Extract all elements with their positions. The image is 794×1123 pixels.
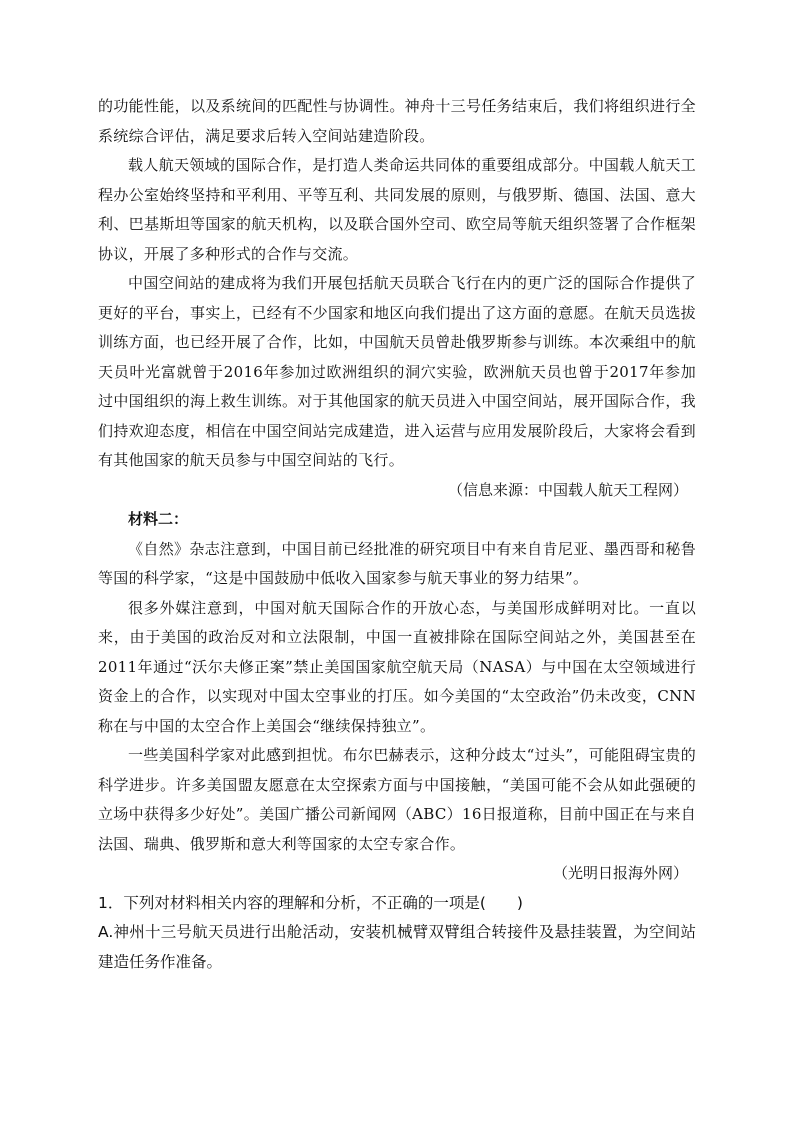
material-one-source: （信息来源：中国载人航天工程网） <box>447 480 688 499</box>
document-page <box>98 92 696 977</box>
material-two-source: （光明日报海外网） <box>552 864 688 882</box>
material-one-paragraph-2: 载人航天领域的国际合作，是打造人类命运共同体的重要组成部分。中国载人航天工程办公室始终坚持和平利用、平等互利、共同发展的原则，与俄罗斯、德国、法国、意大利、巴基斯坦等国家的航天机构，以及联合国外空司、欧空局等航天组织签署了合作框架协议，开展了多种形式的合作与交流。 <box>98 156 696 263</box>
question-option-a: A.神州十三号航天员进行出舱活动，安装机械臂双臂组合转接件及悬挂装置，为空间站建造任务作准备。 <box>98 923 696 971</box>
material-two-paragraph-1: 《自然》杂志注意到，中国目前已经批准的研究项目中有来自肯尼亚、墨西哥和秘鲁等国的科学家，“这是中国鼓励中低收入国家参与航天事业的努力结果”。 <box>98 539 696 587</box>
material-one-paragraph-3: 中国空间站的建成将为我们开展包括航天员联合飞行在内的更广泛的国际合作提供了更好的平台，事实上，已经有不少国家和地区向我们提出了这方面的意愿。在航天员选拔训练方面，也已经开展了合作，比如，中国航天员曾赴俄罗斯参与训练。本次乘组中的航天员叶光富就曾于2016年参加过欧洲组织的洞穴实验，欧洲航天员也曾于2017年参加过中国组织的海上救生训练。对于其他国家的航天员进入中国空间站，展开国际合作，我们持欢迎态度，相信在中国空间站完成建造，进入运营与应用发展阶段后，大家将会看到有其他国家的航天员参与中国空间站的飞行。 <box>98 274 696 469</box>
material-two-heading: 材料二： <box>128 510 189 528</box>
material-two-paragraph-3: 一些美国科学家对此感到担忧。布尔巴赫表示，这种分歧太“过头”，可能阻碍宝贵的科学进步。许多美国盟友愿意在太空探索方面与中国接触，“美国可能不会从如此强硬的立场中获得多少好处”。美国广播公司新闻网（ABC）16日报道称，目前中国正在与来自法国、瑞典、俄罗斯和意大利等国家的太空专家合作。 <box>98 746 696 853</box>
question-stem: 1．下列对材料相关内容的理解和分析，不正确的一项是( ) <box>98 893 523 912</box>
material-two-paragraph-2: 很多外媒注意到，中国对航天国际合作的开放心态，与美国形成鲜明对比。一直以来，由于美国的政治反对和立法限制，中国一直被排除在国际空间站之外，美国甚至在2011年通过“沃尔夫修正案”禁止美国国家航空航天局（NASA）与中国在太空领域进行资金上的合作，以实现对中国太空事业的打压。如今美国的“太空政治”仍未改变，CNN称在与中国的太空合作上美国会“继续保持独立”。 <box>98 598 696 735</box>
material-one-paragraph-1: 的功能性能，以及系统间的匹配性与协调性。神舟十三号任务结束后，我们将组织进行全系统综合评估，满足要求后转入空间站建造阶段。 <box>98 97 696 145</box>
